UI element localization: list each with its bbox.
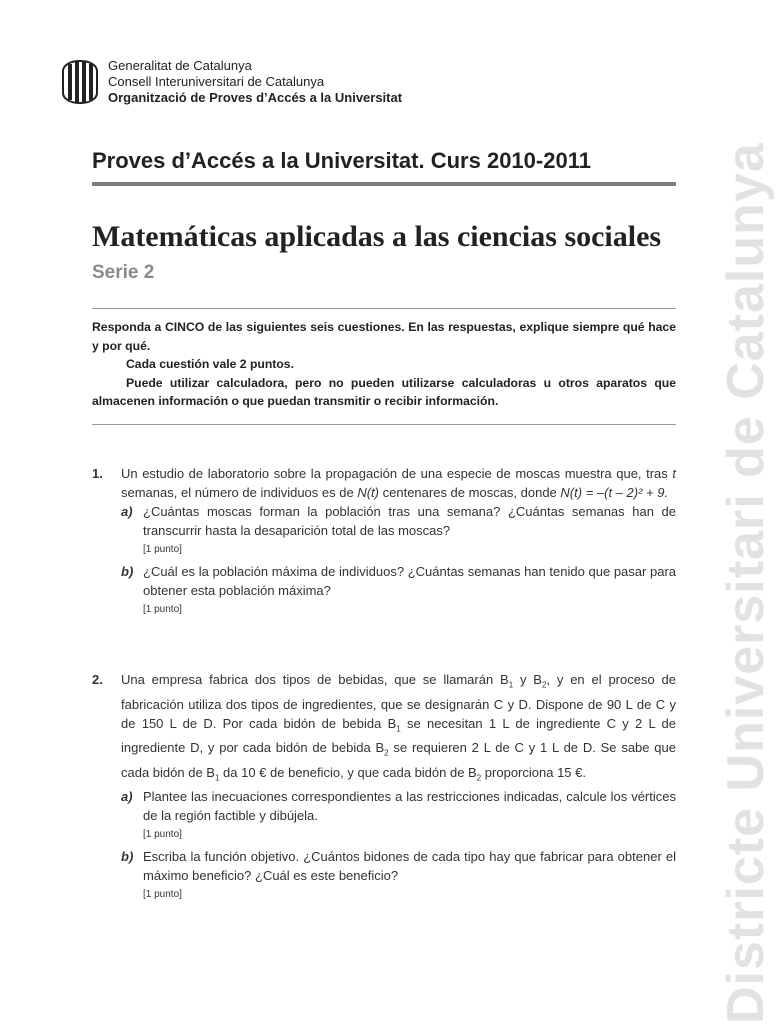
subscript: 1 [508,680,514,690]
part-text: ¿Cuántas moscas forman la población tras una semana? ¿Cuántas semanas han de transcurrir hasta la desaparición total de las moscas? [143,504,676,538]
institution-line-2: Consell Interuniversitari de Catalunya [108,74,325,89]
subscript: 2 [384,748,389,758]
part-label: b) [121,564,134,579]
variable-t: t [672,466,676,481]
question-part-a [121,502,676,540]
points-label: [1 punto] [143,604,182,615]
institution-block [108,58,402,106]
question-1 [92,464,676,622]
district-watermark: Districte Universitari de Catalunya [717,142,775,1024]
statement-text: semanas, el número de individuos es de [121,485,354,500]
part-text: ¿Cuál es la población máxima de individuos? ¿Cuántas semanas han tenido que pasar para obtener esta población máxima? [143,564,676,598]
subject-title: Matemáticas aplicadas a las ciencias sociales [92,220,662,253]
instructions-line-2: Cada cuestión vale 2 puntos. [126,357,294,371]
function-name: N(t) [357,485,379,500]
formula: N(t) = –(t – 2)² + 9. [560,485,669,500]
part-text: Plantee las inecuaciones correspondientes a las restricciones indicadas, calcule los vértices de la región factible y dibújela. [143,789,676,824]
question-part-b [121,847,676,885]
statement-text: centenares de moscas, donde [382,485,557,500]
question-2 [92,670,676,907]
senyera-stripes-icon [62,60,98,104]
points-label: [1 punto] [143,544,182,555]
part-label: b) [121,849,134,865]
institution-line-3: Organització de Proves d’Accés a la Universitat [108,90,403,105]
serie-label: Serie 2 [92,262,155,283]
title-divider [92,182,676,186]
statement-text: Una empresa fabrica dos tipos de bebidas, que se llamarán B [121,672,509,687]
question-part-a [121,787,676,825]
instructions-line-1: Responda a CINCO de las siguientes seis cuestiones. En las respuestas, explique siempre qué hace y por qué. [92,320,676,353]
instructions-bottom-divider [92,424,676,425]
statement-text: se necesitan 1 L de ingrediente C y 2 L de ingrediente D, y por cada bidón de bebida B [121,715,677,756]
instructions-top-divider [92,308,676,309]
question-statement [121,464,676,502]
points-label: [1 punto] [143,889,182,901]
instructions-line-3: Puede utilizar calculadora, pero no pueden utilizarse calculadoras u otros aparatos que almacenen información o que puedan transmitir o recibir información. [92,375,676,408]
instructions-block [92,318,676,411]
statement-text: , y en el proceso de fabricación utiliza dos tipos de ingredientes, que se designarán C y D. Dispone de 90 L de C y de 150 L de D. Por cada bidón de bebida B [121,672,676,731]
statement-text: se requieren 2 L de C y 1 L de D. Se sabe que cada bidón de B [121,740,676,780]
subscript: 2 [476,773,482,783]
part-label: a) [121,789,133,805]
statement-text: proporciona 15 €. [481,764,586,780]
question-number: 2. [92,672,103,687]
statement-text: y B [513,672,542,687]
part-label: a) [121,504,133,519]
subscript: 2 [541,680,547,690]
statement-text: Un estudio de laboratorio sobre la propagación de una especie de moscas muestra que, tras [121,466,668,481]
points-label: [1 punto] [143,829,182,841]
institution-line-1: Generalitat de Catalunya [108,58,252,73]
exam-title: Proves d’Accés a la Universitat. Curs 2010-2011 [92,148,591,173]
statement-text: da 10 € de beneficio, y que cada bidón de B [219,764,477,780]
question-statement [121,670,676,787]
subscript: 1 [396,724,401,734]
subscript: 1 [214,773,220,783]
question-number: 1. [92,466,103,481]
question-part-b [121,562,676,600]
part-text: Escriba la función objetivo. ¿Cuántos bidones de cada tipo hay que fabricar para obtener el máximo beneficio? ¿Cuál es este beneficio? [143,849,676,884]
